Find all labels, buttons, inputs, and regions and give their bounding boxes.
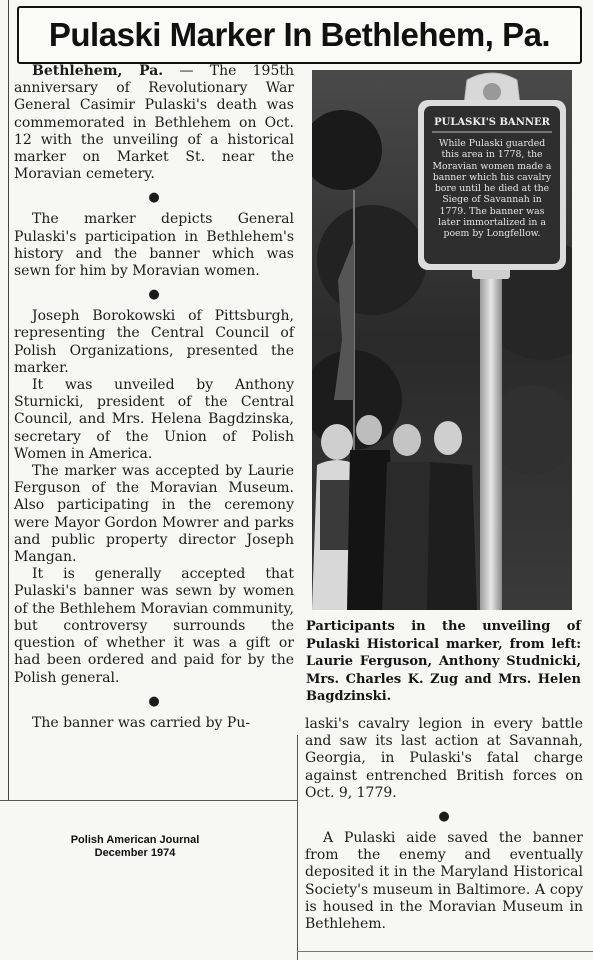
article-paragraph-8: A Pulaski aide saved the banner from the enemy and eventually deposited it in the Maryland Historical Society's museum in Baltimore. A copy is housed in the Moravian Museum in Bethlehem. — [305, 830, 583, 933]
column-rule-bottom-right — [297, 951, 593, 952]
headline-box — [17, 6, 582, 64]
photo-caption: Participants in the unveiling of Pulaski Historical marker, from left: Laurie Ferguson, Anthony Studnicki, Mrs. Charles K. Zug and Mrs. Helen Bagdzinski. — [306, 619, 581, 704]
article-right-column — [305, 716, 583, 933]
article-left-column — [14, 63, 294, 732]
column-rule-bottom-left — [0, 800, 297, 801]
article-paragraph-2: The marker depicts General Pulaski's participation in Bethlehem's history and the banner which was sewn for him by Moravian women. — [14, 211, 294, 280]
article-paragraph-6: It is generally accepted that Pulaski's banner was sewn by women of the Bethlehem Moravian community, but controversy surrounds the question of whether it was a gift or had been ordered and paid for by the Polish general. — [14, 566, 294, 686]
column-rule-middle — [297, 735, 298, 960]
participants-group — [312, 415, 477, 610]
marker-pole — [480, 275, 502, 610]
source-citation — [55, 834, 215, 860]
article-paragraph-1 — [14, 63, 294, 183]
article-paragraph-7: The banner was carried by Pu- — [32, 714, 251, 731]
bullet-divider: ● — [148, 287, 160, 303]
article-paragraph-3: Joseph Borokowski of Pittsburgh, representing the Central Council of Polish Organizations, presented the marker. — [14, 308, 294, 376]
source-date: December 1974 — [94, 847, 176, 859]
bullet-divider: ● — [148, 190, 160, 206]
article-paragraph-1-text: — The 195th anniversary of Revolutionary War General Casimir Pulaski's death was commemorated in Bethlehem on Oct. 12 with the unveiling of a historical marker on Market St. near the Moravian cemetery. — [14, 63, 295, 183]
bullet-divider: ● — [148, 693, 160, 709]
dateline: Bethlehem, Pa. — [32, 63, 164, 79]
marker-photo — [312, 70, 572, 610]
article-paragraph-4: It was unveiled by Anthony Sturnicki, president of the Central Council, and Mrs. Helena Bagdzinska, secretary of the Union of Polish Women in America. — [14, 377, 294, 462]
article-paragraph-7-continued: laski's cavalry legion in every battle and saw its last action at Savannah, Georgia, in Pulaski's fatal charge against entrenched British forces on Oct. 9, 1779. — [305, 716, 583, 801]
marker-text: While Pulaski guarded this area in 1778, the Moravian women made a banner which his cavalry bore until he died at the Siege of Savannah in 1779. The banner was later immortalized in a poem by Longfellow. — [432, 138, 552, 240]
headline: Pulaski Marker In Bethlehem, Pa. — [48, 16, 551, 53]
column-rule-left — [8, 0, 9, 800]
source-publication: Polish American Journal — [70, 834, 200, 846]
marker-title: PULASKI'S BANNER — [434, 117, 550, 128]
bullet-divider: ● — [438, 809, 450, 825]
article-paragraph-5: The marker was accepted by Laurie Ferguson of the Moravian Museum. Also participating in the ceremony were Mayor Gordon Mowrer and parks and public property director Joseph Mangan. — [14, 463, 294, 566]
